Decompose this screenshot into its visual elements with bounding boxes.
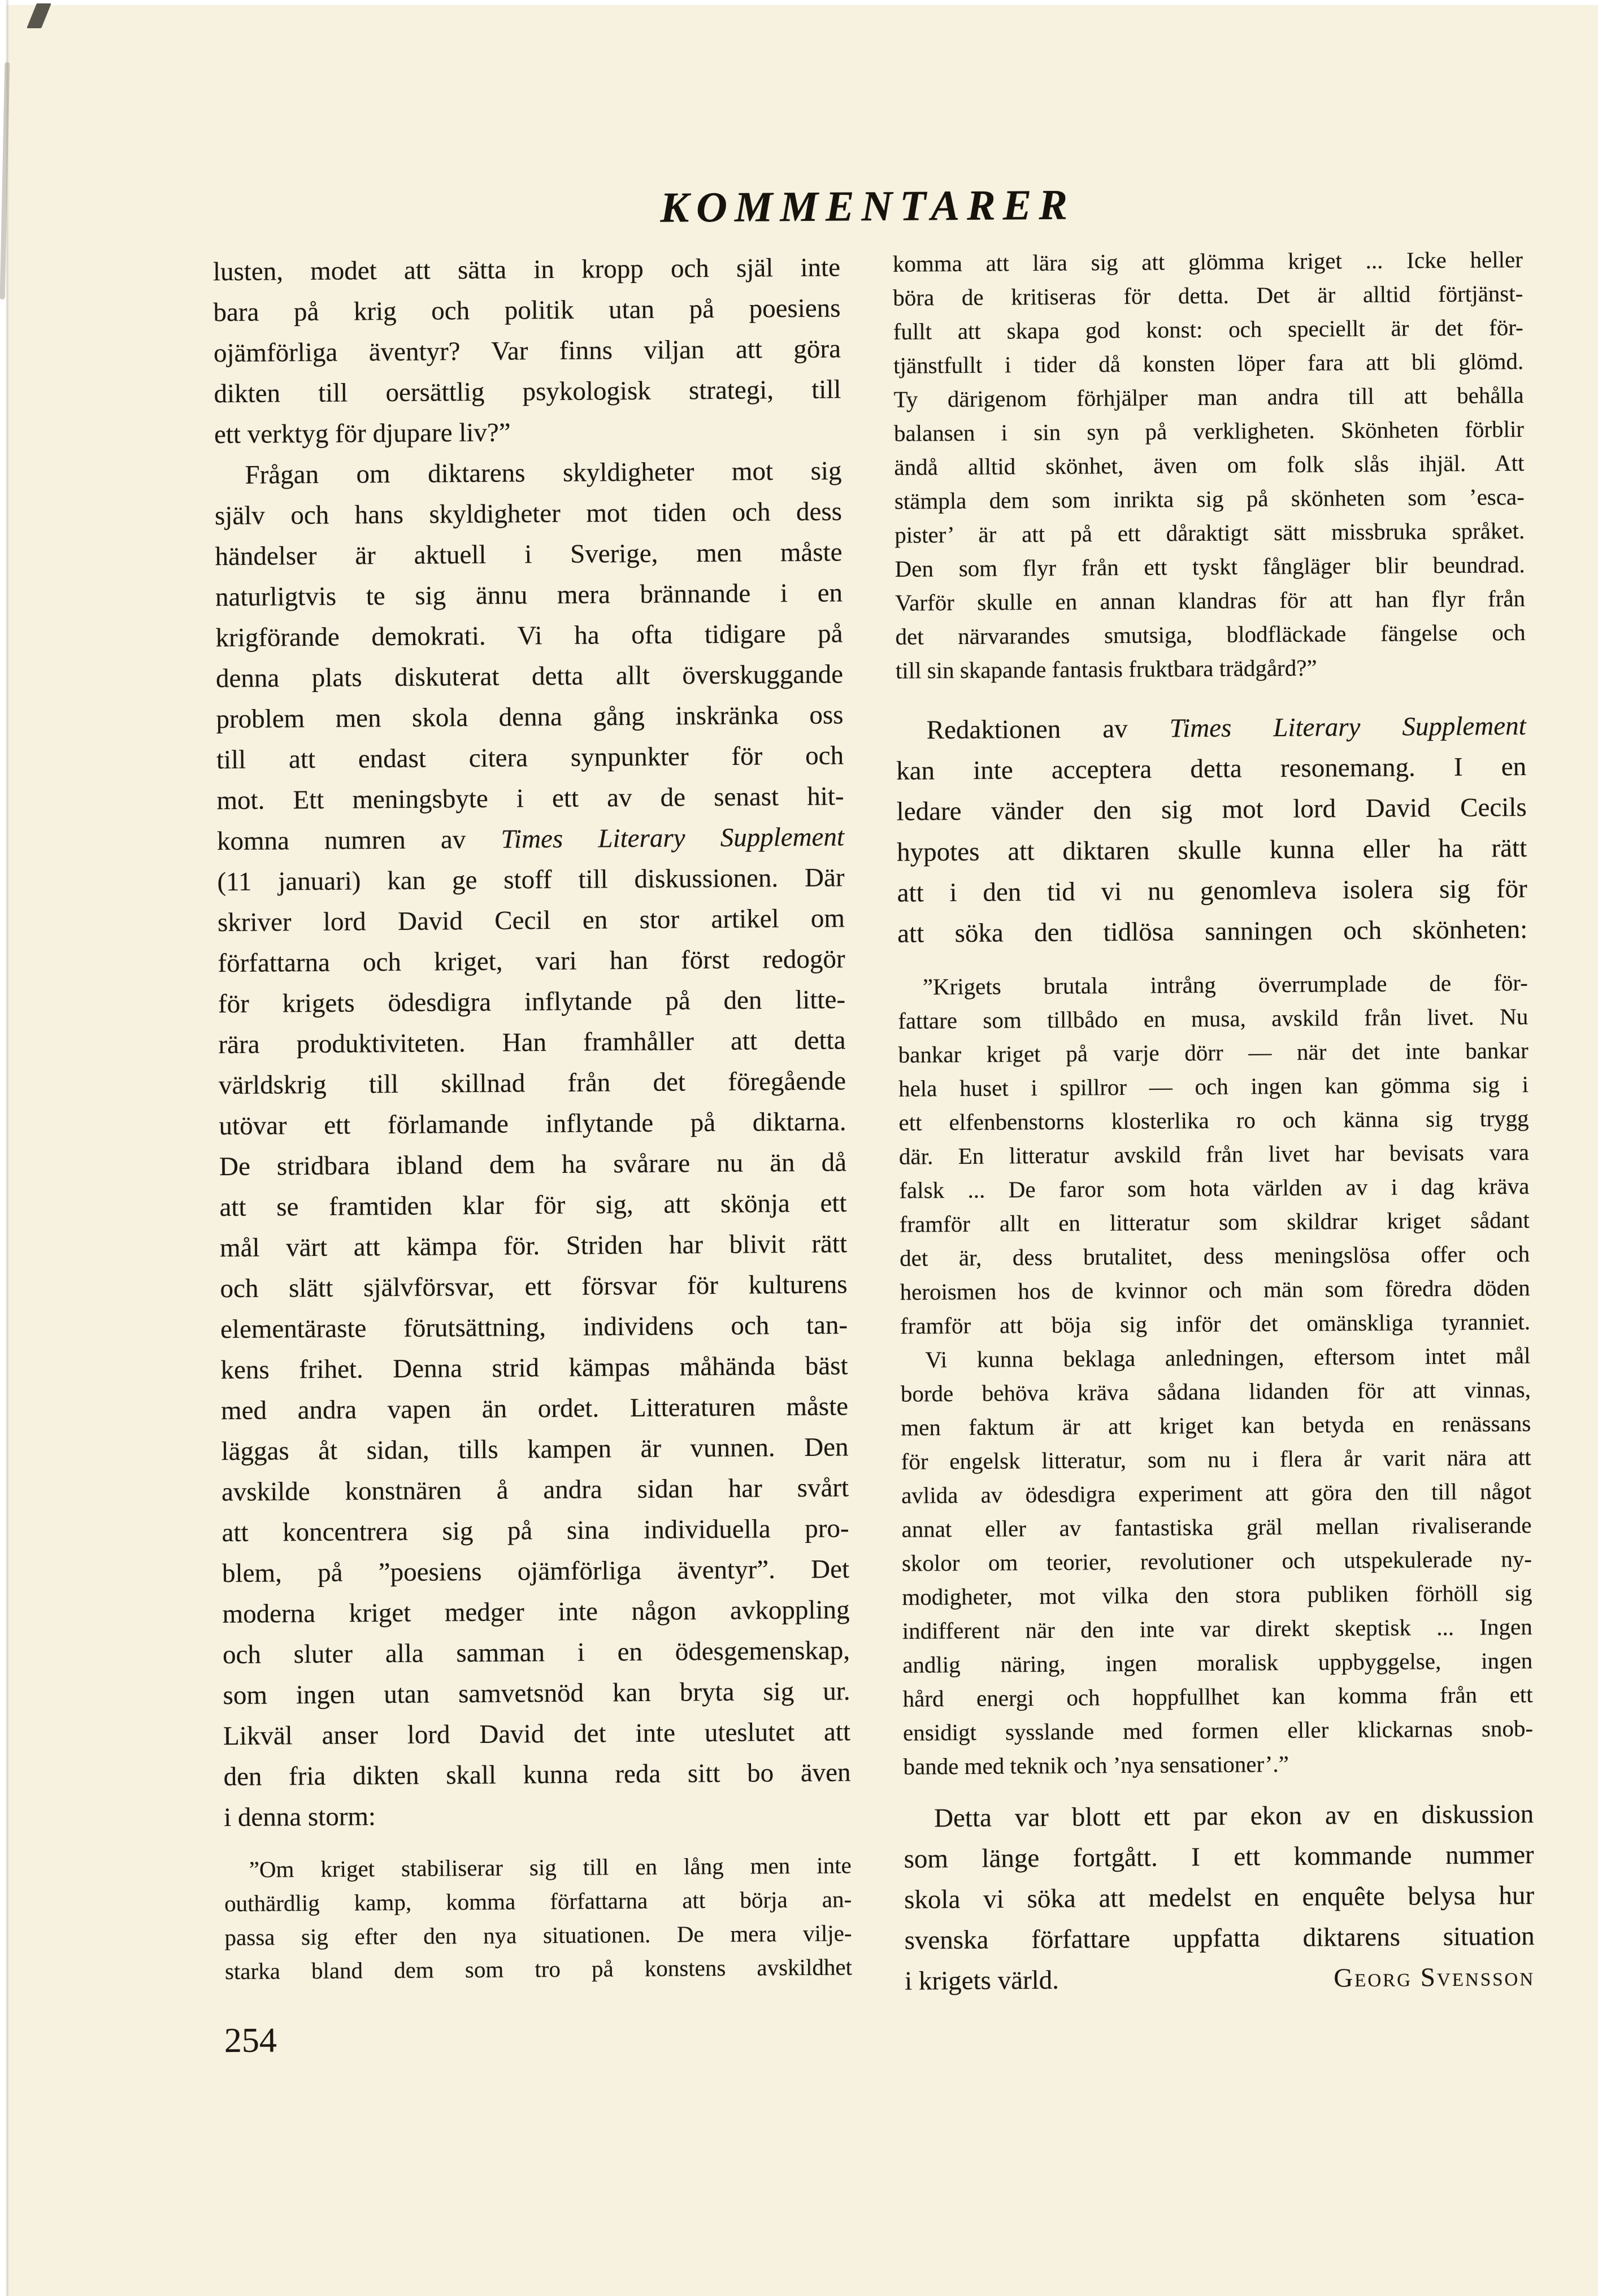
text-line: författarna och kriget, vari han först redogör [218,944,845,979]
text-line [217,816,844,862]
column-left [213,247,852,1988]
text-line: bara på krig och politik utan på poesiens [213,293,841,328]
text-line: ojämförliga äventyr? Var finns viljan att göra [213,334,841,368]
text-line: där. En litteratur avskild från livet har bevisats vara [898,1138,1530,1169]
text-line: mål värt att kämpa för. Striden har blivit rätt [219,1229,848,1263]
text-line: outhärdlig kamp, komma författarna att börja an- [224,1886,852,1917]
text-line: skriver lord David Cecil en stor artikel om [217,903,845,938]
text-line: hela huset i spillror — och ingen kan gömma sig i [898,1071,1529,1102]
closing-paragraph [904,1794,1535,2002]
text-line: indifferent när den inte var direkt skeptisk ... Ingen [902,1613,1532,1644]
text-line: ”Om kriget stabiliserar sig till en lång men inte [249,1852,852,1882]
author-signature: Georg Svensson [1334,1962,1535,1993]
plain-text: Redaktionen av [926,714,1170,745]
text-line: att i den tid vi nu genomleva isolera sig för [897,874,1527,908]
closing-text: i krigets värld. [904,1965,1059,1996]
italic-text: Times Literary Supplement [501,822,845,854]
text-line: i denna storm: [223,1802,376,1833]
text-line: för krigets ödesdigra inflytande på den litte- [218,985,846,1019]
text-line: bankar kriget på varje dörr — när det inte bankar [898,1037,1528,1068]
text-line: (11 januari) kan ge stoff till diskussionen. Där [217,863,845,897]
text-line: Vi kunna beklaga anledningen, eftersom intet mål [925,1342,1531,1373]
quote-paragraph [900,1338,1533,1784]
text-line: fattare som tillbådo en musa, avskild från livet. Nu [898,1003,1528,1034]
text-line: rära produktiviteten. Han framhåller att detta [218,1025,846,1060]
text-line: stämpla dem som inrikta sig på skönheten som ’esca- [894,484,1525,514]
text-line: moderna kriget medger inte någon avkoppling [222,1595,850,1629]
text-line: borde behöva kräva sådana lidanden för att vinnas, [900,1376,1531,1407]
text-line: det närvarandes smutsiga, blodfläckade fängelse och [895,619,1526,650]
text-line: De stridbara ibland dem ha svårare nu än då [219,1147,847,1182]
text-line: att söka den tidlösa sanningen och skönheten: [897,915,1528,949]
text-line: att koncentrera sig på sina individuella pro- [222,1514,849,1548]
text-line: tjänstfullt i tider då konsten löper fara att bli glömd. [893,348,1524,379]
text-line: andlig näring, ingen moralisk uppbyggelse, ingen [902,1647,1533,1678]
quote-paragraph [224,1848,853,1988]
page-number: 254 [224,2021,277,2060]
text-line: den fria dikten skall kunna reda sitt bo även [223,1758,851,1792]
text-line: skola vi söka att medelst en enquête belysa hur [904,1880,1535,1915]
text-line: Varför skulle en annan klandras för att han flyr från [894,585,1526,616]
text-line: kan inte acceptera detta resonemang. I en [896,752,1527,786]
text-line: böra de kritiseras för detta. Det är alltid förtjänst- [893,280,1523,311]
text-line: ensidigt sysslande med formen eller klickarnas snob- [902,1715,1534,1746]
text-line: svenska författare uppfatta diktarens situation [904,1921,1535,1955]
text-line: passa sig efter den nya situationen. De mera vilje- [224,1920,852,1951]
text-line: skolor om teorier, revolutioner och utspekulerade ny- [901,1545,1532,1576]
text-line: till sin skapande fantasis fruktbara trädgård?” [895,654,1317,684]
text-line: pister’ är att på ett dåraktigt sätt missbruka språket. [894,518,1525,548]
text-line: bande med teknik och ’nya sensationer’.” [903,1750,1289,1780]
text-line: hård energi och hoppfullhet kan komma från ett [902,1681,1533,1712]
text-line: som länge fortgått. I ett kommande nummer [904,1840,1534,1874]
text-line: falsk ... De faror som hota världen av i dag kräva [899,1172,1530,1203]
text-line: hypotes att diktaren skulle kunna eller ha rätt [897,833,1527,867]
text-line: kens frihet. Denna strid kämpas måhända bäst [220,1351,848,1385]
text-line: och slätt självförsvar, ett försvar för kulturens [220,1269,848,1304]
text-line: ett verktyg för djupare liv?” [214,418,511,450]
text-line: Likväl anser lord David det inte uteslutet att [223,1717,851,1751]
text-line: för engelsk litteratur, som nu i flera år varit nära att [901,1443,1531,1475]
paragraph-continuation [213,247,841,455]
text-line: naturligtvis te sig ännu mera brännande i en [215,578,843,612]
text-line: elementäraste förutsättning, individens och tan- [220,1310,848,1345]
plain-text: komna numren av [216,824,501,856]
text-line: annat eller av fantastiska gräl mellan rivaliserande [901,1511,1532,1542]
text-line: balansen i sin syn på verkligheten. Skönheten förblir [893,416,1525,446]
signature-line [905,1956,1535,2002]
text-line: modigheter, mot vilka den stora publiken förhöll sig [902,1579,1532,1610]
text-line: till att endast citera synpunkter för och [216,741,844,775]
italic-text: Times Literary Supplement [1169,711,1526,743]
text-line: ändå alltid skönhet, även om folk slås ihjäl. Att [894,450,1525,480]
paragraph [214,450,851,1838]
text-line: världskrig till skillnad från det föregående [218,1066,846,1101]
text-line: Ty därigenom förhjälper man andra till att behålla [893,382,1524,412]
text-line: utövar ett förlamande inflytande på diktarna. [219,1107,846,1141]
paragraph [896,706,1527,954]
text-line: dikten till oersättlig psykologisk strategi, till [214,375,841,409]
text-line: som ingen utan samvetsnöd kan bryta sig ur. [223,1676,850,1711]
text-line: ett elfenbenstorns klosterlika ro och känna sig trygg [898,1104,1529,1136]
text-line: lusten, modet att sätta in kropp och själ inte [212,253,841,287]
text-line: denna plats diskuterat detta allt överskuggande [215,659,844,694]
text-line: problem men skola denna gång inskränka oss [216,700,844,734]
text-line: och sluter alla samman i en ödesgemenskap, [222,1636,850,1670]
quote-paragraph [898,966,1531,1343]
text-line: avskilde konstnären å andra sidan har svårt [221,1473,849,1507]
text-line: fullt att skapa god konst: och speciellt är det för- [893,314,1523,345]
text-line: krigförande demokrati. Vi ha ofta tidigare på [215,619,843,653]
text-line: avlida av ödesdigra experiment att göra den till något [901,1477,1532,1508]
column-right [893,242,1535,2002]
text-line: mot. Ett meningsbyte i ett av de senast hit- [216,781,844,816]
text-line: det är, dess brutalitet, dess meningslösa offer och [900,1240,1530,1271]
text-line: själv och hans skyldigheter mot tiden och dess [214,497,843,531]
text-line: Den som flyr från ett tyskt fångläger blir beundrad. [894,551,1525,582]
text-line: ”Krigets brutala intrång överrumplade de för- [922,969,1528,1000]
text-line: att se framtiden klar för sig, att skönja ett [219,1188,847,1223]
text-line: framför att böja sig inför det omänskliga tyranniet. [900,1308,1531,1339]
text-line [896,706,1526,751]
text-line: Detta var blott ett par ekon av en diskussion [933,1799,1534,1833]
text-line: komma att lära sig att glömma kriget ... Icke heller [892,246,1523,277]
page-title: KOMMENTARER [660,181,1075,232]
text-line: ledare vänder den sig mot lord David Cecils [896,793,1527,827]
text-line: läggas åt sidan, tills kampen är vunnen. Den [221,1432,849,1467]
text-line: händelser är aktuell i Sverige, men måste [215,537,843,572]
text-line: Frågan om diktarens skyldigheter mot sig [245,456,842,490]
text-line: med andra vapen än ordet. Litteraturen måste [220,1391,849,1426]
quote-paragraph-continuation [893,242,1526,688]
text-line: starka bland dem som tro på konstens avskildhet [224,1954,853,1985]
text-line: framför allt en litteratur som skildrar kriget sådant [899,1206,1530,1237]
text-line: blem, på ”poesiens ojämförliga äventyr”. Det [222,1554,850,1589]
text-line: men faktum är att kriget kan betyda en renässans [901,1410,1531,1441]
text-line: heroismen hos de kvinnor och män som föredra döden [900,1274,1530,1305]
